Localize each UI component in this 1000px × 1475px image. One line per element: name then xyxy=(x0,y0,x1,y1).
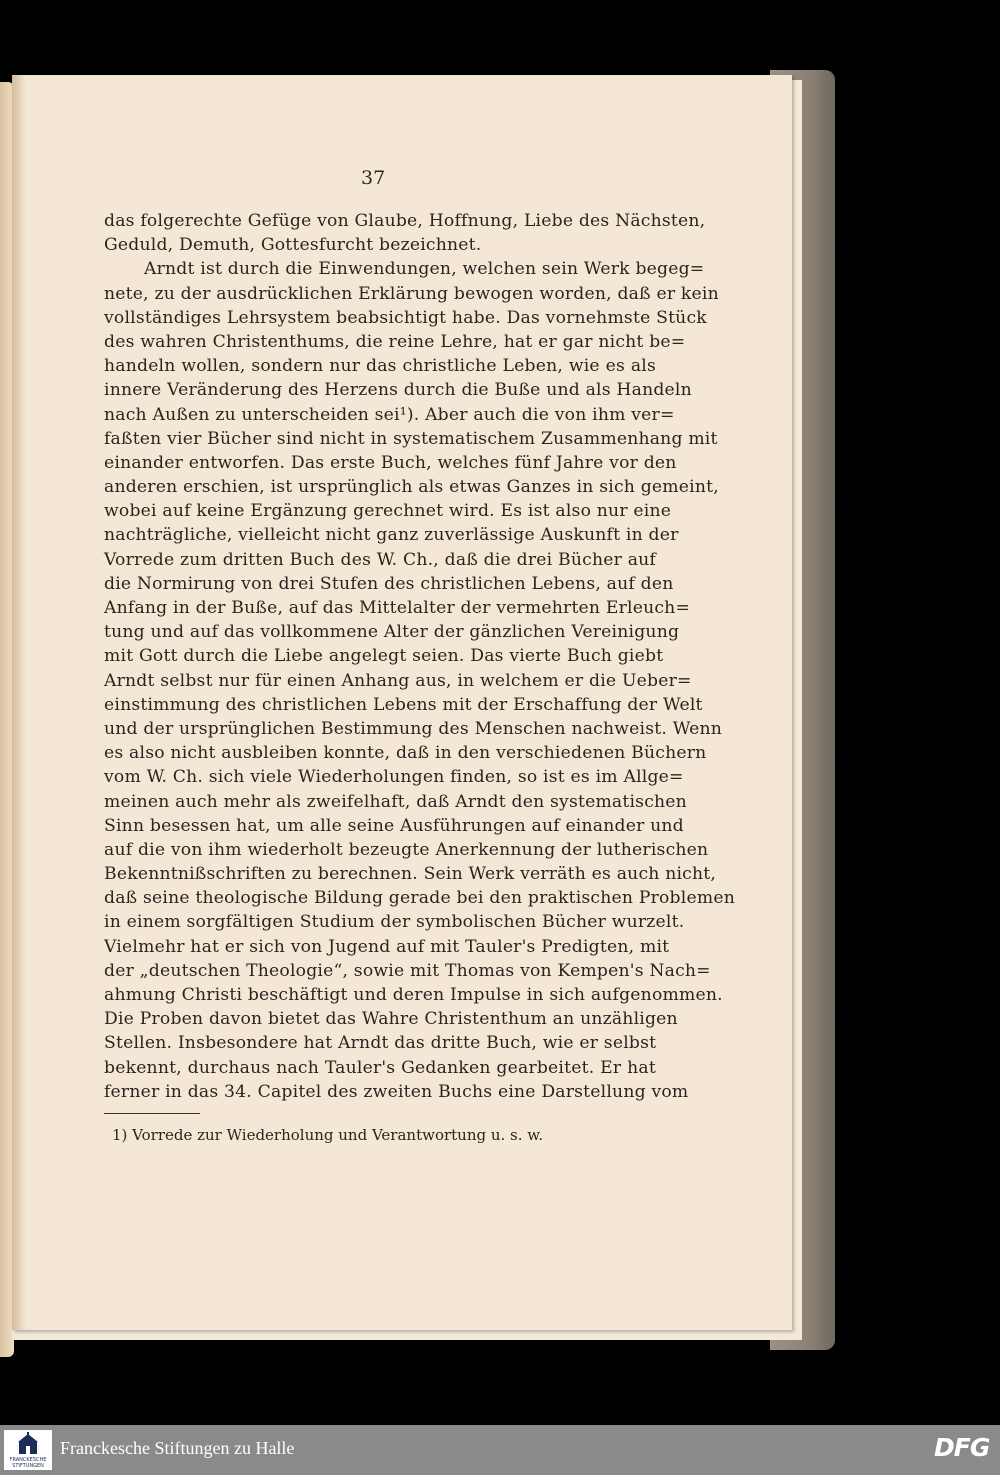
text-line: die Normirung von drei Stufen des christlichen Lebens, auf den xyxy=(104,573,674,594)
text-line: faßten vier Bücher sind nicht in systematischem Zusammenhang mit xyxy=(104,428,718,449)
text-line: ferner in das 34. Capitel des zweiten Buchs eine Darstellung vom xyxy=(104,1081,689,1102)
text-line: innere Veränderung des Herzens durch die Buße und als Handeln xyxy=(104,380,692,401)
text-line: Stellen. Insbesondere hat Arndt das dritte Buch, wie er selbst xyxy=(104,1033,657,1054)
text-line: der „deutschen Theologie“, sowie mit Thomas von Kempen's Nach= xyxy=(104,960,711,981)
text-line: nachträgliche, vielleicht nicht ganz zuverlässige Auskunft in der xyxy=(104,525,679,546)
body-text xyxy=(104,209,735,1104)
text-line: mit Gott durch die Liebe angelegt seien. Das vierte Buch giebt xyxy=(104,646,664,667)
text-line: nete, zu der ausdrücklichen Erklärung bewogen worden, daß er kein xyxy=(104,283,719,304)
text-line: vom W. Ch. sich viele Wiederholungen finden, so ist es im Allge= xyxy=(104,767,684,788)
text-line: Vorrede zum dritten Buch des W. Ch., daß die drei Bücher auf xyxy=(104,549,656,570)
text-line: es also nicht ausbleiben konnte, daß in den verschiedenen Büchern xyxy=(104,743,707,764)
text-line: und der ursprünglichen Bestimmung des Menschen nachweist. Wenn xyxy=(104,718,723,739)
text-line: Anfang in der Buße, auf das Mittelalter der vermehrten Erleuch= xyxy=(104,598,691,618)
text-line: einander entworfen. Das erste Buch, welches fünf Jahre vor den xyxy=(104,452,677,473)
text-line: nach Außen zu unterscheiden sei¹). Aber auch die von ihm ver= xyxy=(104,404,675,425)
dfg-logo[interactable]: DFG xyxy=(934,1433,990,1462)
text-line: Vielmehr hat er sich von Jugend auf mit Tauler's Predigten, mit xyxy=(104,936,670,957)
text-line: tung und auf das vollkommene Alter der gänzlichen Vereinigung xyxy=(104,622,680,643)
footnote: 1) Vorrede zur Wiederholung und Verantwortung u. s. w. xyxy=(112,1126,544,1144)
text-line: Geduld, Demuth, Gottesfurcht bezeichnet. xyxy=(104,235,482,256)
text-line: des wahren Christenthums, die reine Lehre, hat er gar nicht be= xyxy=(104,331,686,352)
text-line: daß seine theologische Bildung gerade bei den praktischen Problemen xyxy=(104,888,735,909)
text-line: wobei auf keine Ergänzung gerechnet wird. Es ist also nur eine xyxy=(104,501,672,522)
text-line: bekennt, durchaus nach Tauler's Gedanken gearbeitet. Er hat xyxy=(104,1057,656,1078)
franckesche-building-icon xyxy=(17,1432,39,1456)
text-line: das folgerechte Gefüge von Glaube, Hoffnung, Liebe des Nächsten, xyxy=(104,211,706,231)
text-line: auf die von ihm wiederholt bezeugte Anerkennung der lutherischen xyxy=(104,839,709,860)
text-line: Arndt selbst nur für einen Anhang aus, in welchem er die Ueber= xyxy=(104,670,692,691)
text-line: meinen auch mehr als zweifelhaft, daß Arndt den systematischen xyxy=(104,791,687,812)
text-line: vollständiges Lehrsystem beabsichtigt habe. Das vornehmste Stück xyxy=(104,307,707,328)
text-line: ahmung Christi beschäftigt und deren Impulse in sich aufgenommen. xyxy=(104,985,723,1005)
text-line: Die Proben davon bietet das Wahre Christenthum an unzähligen xyxy=(104,1009,678,1030)
page-number: 37 xyxy=(361,167,386,189)
text-line: Arndt ist durch die Einwendungen, welchen sein Werk begeg= xyxy=(144,259,705,280)
text-line: Sinn besessen hat, um alle seine Ausführungen auf einander und xyxy=(104,815,684,836)
institution-name[interactable]: Franckesche Stiftungen zu Halle xyxy=(60,1438,295,1458)
text-line: handeln wollen, sondern nur das christliche Leben, wie es als xyxy=(104,356,656,377)
logo-caption: FRANCKESCHE STIFTUNGEN xyxy=(9,1457,47,1469)
page-gutter-shadow xyxy=(12,75,26,1330)
institution-logo[interactable] xyxy=(4,1430,52,1470)
text-line: Bekenntnißschriften zu berechnen. Sein Werk verräth es auch nicht, xyxy=(104,864,717,885)
footnote-divider xyxy=(104,1113,200,1114)
text-line: einstimmung des christlichen Lebens mit der Erschaffung der Welt xyxy=(104,694,703,715)
text-line: anderen erschien, ist ursprünglich als etwas Ganzes in sich gemeint, xyxy=(104,477,719,498)
text-line: in einem sorgfältigen Studium der symbolischen Bücher wurzelt. xyxy=(104,912,685,933)
